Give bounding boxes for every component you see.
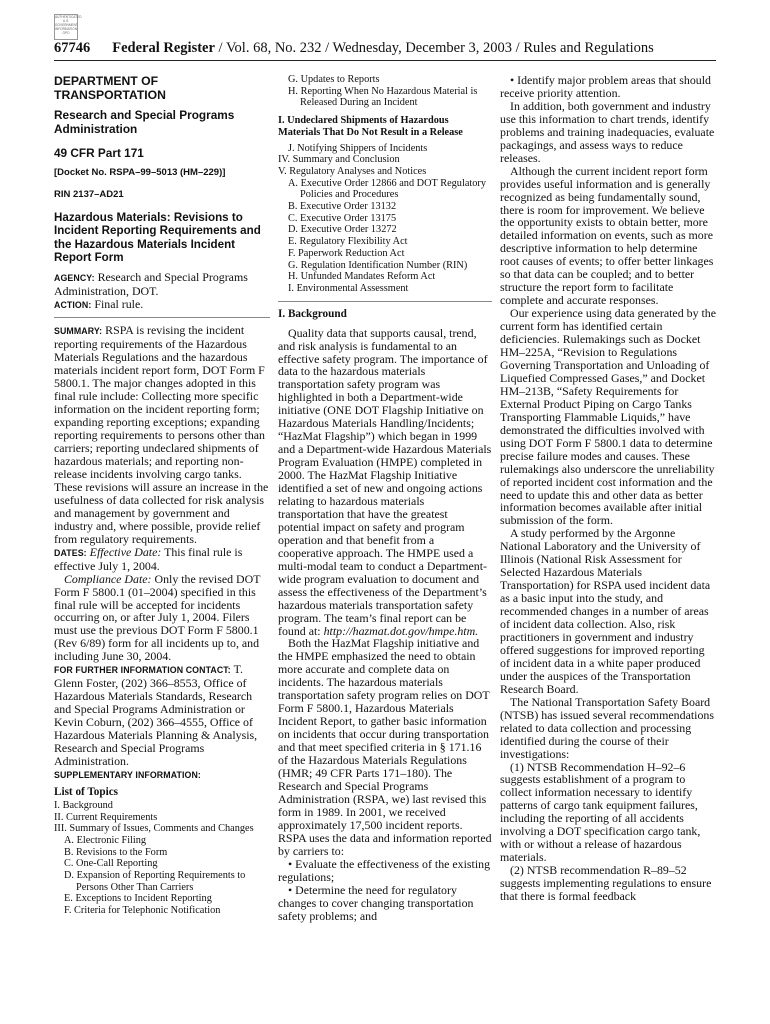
rule-title: Hazardous Materials: Revisions to Incident Reporting Requirements and the Hazardous Materials Incident Report Form: [54, 211, 261, 265]
action-paragraph: [54, 298, 270, 312]
body-paragraph: (1) NTSB Recommendation H–92–6 suggests establishment of a program to collect information necessary to identify patterns of cargo tank equipment failures, including the reporting of all accidents involving a DOT specification cargo tank, with or without a release of hazardous materials.: [500, 759, 701, 865]
toc-item: B. Revisions to the Form: [64, 846, 168, 858]
gpo-authentication-seal: [54, 14, 82, 40]
agency-paragraph: [54, 271, 270, 298]
toc-item: A. Executive Order 12866 and DOT Regulatory Policies and Procedures: [288, 177, 486, 201]
toc-item: E. Exceptions to Incident Reporting: [64, 893, 212, 905]
compliance-paragraph: [54, 573, 270, 664]
toc-item: I. Environmental Assessment: [288, 282, 409, 294]
page-number: 67746: [54, 40, 91, 56]
supplementary-label: SUPPLEMENTARY INFORMATION:: [54, 769, 201, 780]
bullet-item: • Evaluate the effectiveness of the existing regulations;: [278, 856, 491, 884]
body-paragraph: (2) NTSB recommendation R–89–52 suggests implementing regulations to ensure that there is formal feedback: [500, 863, 712, 904]
body-paragraph: Although the current incident report form provides useful information and is generally recognized as being fundamentally sound, there is room for improvement. We believe the opportunity exists to obtain better, more detailed information on events, such as more descriptive information to help determine root causes of events; to offer better linkages so that data can be coupled; and to better structure the report form to facilitate complete and accurate responses.: [500, 163, 714, 308]
docket-number: [Docket No. RSPA–99–5013 (HM–229)]: [54, 167, 226, 178]
paragraph-text: Quality data that supports causal, trend, and risk analysis is fundamental to an effective safety program. The importance of data to the hazardous materials transportation safety program was highlighted in both a Department-wide initiative (ONE DOT Flagship Initiative on Hazardous Materials Handling/Incidents; “HazMat Flagship”) which began in 1999 and a Department-wide Hazardous Materials Program Evaluation (HMPE) completed in 2000. The HazMat Flagship Initiative identified a set of new and ongoing actions relating to hazardous materials transportation that have the greatest potential impact on safety and program operation and that benefit from a cooperative approach. The HMPE used a multi-modal team to conduct a Department-wide program evaluation to document and assess the effectiveness of the Department’s hazardous materials transportation safety program. The team’s final report can be found at:: [278, 325, 492, 638]
divider: [54, 317, 270, 318]
toc-item: V. Regulatory Analyses and Notices: [278, 165, 427, 177]
body-paragraph: The National Transportation Safety Board (NTSB) has issued several recommendations related to data collection and processing identified during the course of their investigations:: [500, 694, 714, 761]
toc-item: E. Regulatory Flexibility Act: [288, 236, 408, 248]
contact-paragraph: [54, 663, 270, 768]
toc-heading: List of Topics: [54, 785, 119, 798]
column-3: [500, 74, 716, 903]
cfr-part: 49 CFR Part 171: [54, 146, 144, 160]
summary-paragraph: [54, 324, 270, 545]
toc-item: C. Executive Order 13175: [288, 212, 397, 224]
toc-item: IV. Summary and Conclusion: [278, 154, 400, 166]
toc-item: H. Reporting When No Hazardous Material is Released During an Incident: [288, 85, 478, 109]
action-text: Final rule.: [91, 296, 144, 311]
effective-date-label: Effective Date:: [86, 544, 162, 559]
summary-text: RSPA is revising the incident reporting requirements of the Hazardous Materials Regulations and the hazardous materials incident report form, DOT Form F 5800.1. The major changes adopted in this final rule include: Collecting more specific information on the incident reporting form; expanding reporting exceptions; expanding reporting requirements to persons other than carriers; reporting undeclared shipments of hazardous materials; and reporting non-release incidents involving cargo tanks. These revisions will assure an increase in the usefulness of data collected for risk analysis and management by government and industry and, where possible, provide relief from regulatory requirements.: [54, 323, 269, 546]
agency-heading: DEPARTMENT OF TRANSPORTATION: [54, 74, 166, 102]
column-2: [278, 74, 492, 922]
contact-text: T. Glenn Foster, (202) 366–8553, Office of Hazardous Materials Standards, Research and Special Programs Administration or Kevin Coburn, (202) 366–4555, Office of Hazardous Materials Planning & Analysis, Research and Special Programs Administration.: [54, 662, 258, 768]
toc-item: F. Paperwork Reduction Act: [288, 247, 405, 259]
toc-item: A. Electronic Filing: [64, 834, 147, 846]
divider: [278, 301, 492, 302]
toc-list-continued: [278, 74, 492, 109]
section-heading-background: I. Background: [278, 307, 347, 320]
seal-text: AUTHENTICATED U.S. GOVERNMENT INFORMATION GPO: [55, 15, 82, 35]
bullet-item: • Determine the need for regulatory changes to cover changing transportation safety problems; and: [278, 882, 474, 923]
sub-agency-heading: Research and Special Programs Administration: [54, 108, 235, 136]
report-link[interactable]: http://hazmat.dot.gov/hmpe.htm.: [323, 623, 479, 638]
toc-item: III. Summary of Issues, Comments and Changes: [54, 823, 254, 835]
body-paragraph: Our experience using data generated by the current form has identified certain deficiencies. Rulemakings such as Docket HM–225A, “Revision to Regulations Governing Transportation and Unloading of Liquefied Compressed Gases,” and Docket HM–213B, “Safety Requirements for External Product Piping on Cargo Tanks Transporting Flammable Liquids,” have demonstrated the difficulties involved with using DOT Form F 5800.1 data to determine precise failure modes and causes. These rulemakings also underscore the unreliability of reported incident cost information and the need to update this and other data as better information becomes available after initial submission of the form.: [500, 306, 717, 528]
agency-text: Research and Special Programs Administration, DOT.: [54, 269, 248, 298]
body-paragraph: [278, 327, 492, 638]
compliance-date-label: Compliance Date:: [64, 571, 152, 586]
bullet-item: • Identify major problem areas that should receive priority attention.: [500, 73, 711, 100]
header-details: / Vol. 68, No. 232 / Wednesday, December 3, 2003 / Rules and Regulations: [214, 40, 654, 56]
toc-item: G. Regulation Identification Number (RIN): [288, 259, 468, 271]
compliance-text: Only the revised DOT Form F 5800.1 (01–2004) specified in this final rule will be accepted for incidents occurring on, or after July 1, 2004. Filers must use the previous DOT Form F 5800.1 (Rev 6/89) form for all incidents up to, and including June 30, 2004.: [54, 571, 261, 664]
toc-item: II. Current Requirements: [54, 811, 158, 823]
toc-item: I. Background: [54, 799, 113, 811]
toc-item-bold: I. Undeclared Shipments of Hazardous Materials That Do Not Result in a Release: [278, 115, 463, 138]
agency-label: AGENCY:: [54, 272, 95, 283]
toc-item: B. Executive Order 13132: [288, 201, 397, 213]
dates-label: DATES:: [54, 547, 87, 558]
action-label: ACTION:: [54, 299, 92, 310]
toc-list: [54, 800, 270, 917]
toc-item: D. Expansion of Reporting Requirements to Persons Other Than Carriers: [64, 870, 246, 893]
contact-label: FOR FURTHER INFORMATION CONTACT:: [54, 665, 231, 676]
body-paragraph: Both the HazMat Flagship initiative and the HMPE emphasized the need to obtain more accurate and complete data on incidents. The hazardous materials transportation safety program relies on DOT Form F 5800.1, Hazardous Materials Incident Report, to gather basic information on incidents that occur during transportation and that meet specified criteria in § 171.16 of the Hazardous Materials Regulations (HMR; 49 CFR Parts 171–180). The Research and Special Programs Administration (RSPA, we) last revised this form in 1989. In 2001, we received approximately 17,500 incident reports. RSPA uses the data and information reported by carriers to:: [278, 636, 492, 858]
page-header: [54, 40, 716, 61]
toc-item: C. One-Call Reporting: [64, 858, 158, 870]
publication-name: Federal Register: [112, 40, 215, 56]
toc-item: F. Criteria for Telephonic Notification: [64, 905, 221, 917]
toc-item: G. Updates to Reports: [288, 74, 380, 85]
toc-item: J. Notifying Shippers of Incidents: [288, 142, 428, 154]
rin-number: RIN 2137–AD21: [54, 189, 124, 200]
dates-text: This final rule is effective July 1, 2004.: [54, 544, 243, 573]
supplementary-paragraph: [54, 768, 270, 782]
summary-label: SUMMARY:: [54, 326, 103, 337]
column-1: [54, 74, 270, 917]
toc-item: D. Executive Order 13272: [288, 224, 397, 236]
dates-paragraph: [54, 546, 270, 573]
toc-item: H. Unfunded Mandates Reform Act: [288, 271, 436, 283]
toc-list-continued-2: [278, 143, 492, 295]
body-paragraph: A study performed by the Argonne National Laboratory and the University of Illinois (National Risk Assessment for Selected Hazardous Materials Transportation) for RSPA used incident data as a basic input into the study, and recommended changes in a number of areas of incident data collection. Also, risk practitioners in government and industry offered suggestions for improved reporting of incident data in a white paper produced under the auspices of the Transportation Research Board.: [500, 526, 711, 696]
body-paragraph: In addition, both government and industry use this information to chart trends, identify problems and training inadequacies, evaluate packagings, and assess ways to reduce releases.: [500, 98, 715, 165]
